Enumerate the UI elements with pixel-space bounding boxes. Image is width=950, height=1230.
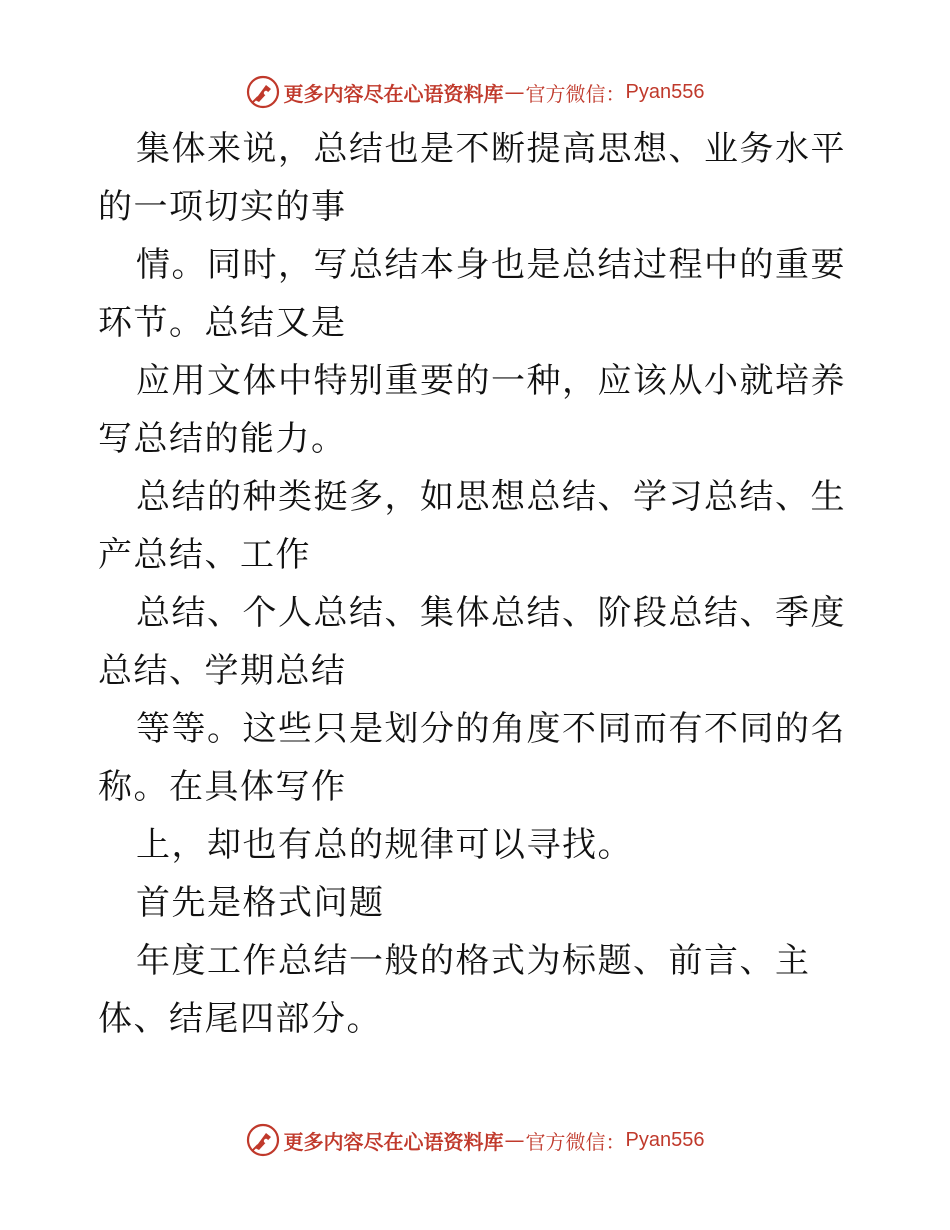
footer-watermark-banner xyxy=(0,1120,950,1160)
paragraph: 首先是格式问题 xyxy=(136,883,385,923)
paragraph: 情。同时，写总结本身也是总结过程中的重要环节。总结又是 xyxy=(98,245,846,343)
pen-nib-logo-icon xyxy=(246,1123,280,1157)
banner-brand-text: 更多内容尽在心语资料库 xyxy=(283,1129,504,1154)
banner-wechat-handle: Pyan556 xyxy=(625,80,705,103)
document-body xyxy=(98,120,858,1048)
header-watermark-banner xyxy=(0,72,950,112)
paragraph: 集体来说，总结也是不断提高思想、业务水平的一项切实的事 xyxy=(98,129,846,227)
pen-nib-logo-icon xyxy=(246,75,280,109)
banner-wechat-label: 官方微信： xyxy=(525,1129,626,1154)
paragraph: 总结、个人总结、集体总结、阶段总结、季度总结、学期总结 xyxy=(98,593,846,691)
banner-separator: — xyxy=(504,80,525,104)
banner-separator: — xyxy=(504,1128,525,1152)
banner-wechat-handle: Pyan556 xyxy=(625,1128,705,1151)
banner-brand-text: 更多内容尽在心语资料库 xyxy=(283,81,504,106)
paragraph: 等等。这些只是划分的角度不同而有不同的名称。在具体写作 xyxy=(98,709,846,807)
paragraph: 应用文体中特别重要的一种，应该从小就培养写总结的能力。 xyxy=(98,361,846,459)
paragraph: 总结的种类挺多，如思想总结、学习总结、生产总结、工作 xyxy=(98,477,846,575)
banner-wechat-label: 官方微信： xyxy=(525,81,626,106)
paragraph: 年度工作总结一般的格式为标题、前言、主体、结尾四部分。 xyxy=(98,941,811,1039)
paragraph: 上，却也有总的规律可以寻找。 xyxy=(136,825,633,865)
